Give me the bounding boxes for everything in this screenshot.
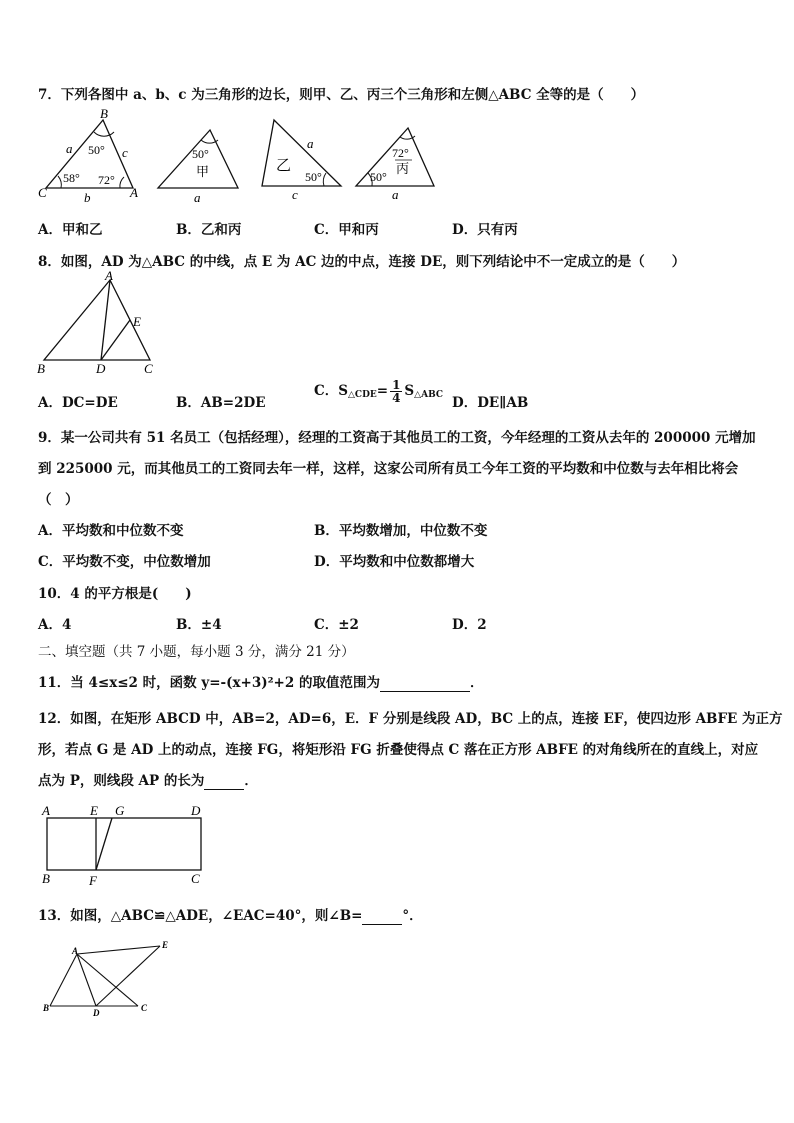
- q8-option-c-s: S: [404, 383, 415, 399]
- section-heading: 二、填空题（共 7 小题，每小题 3 分，满分 21 分）: [38, 644, 355, 660]
- q9-option-c[interactable]: C．平均数不变，中位数增加: [38, 554, 211, 570]
- q13-label-d: D: [93, 1008, 100, 1018]
- q13: [38, 904, 423, 925]
- q7-option-a[interactable]: A．甲和乙: [38, 222, 103, 238]
- abc-angle-b: 50°: [88, 143, 105, 157]
- q9-option-d[interactable]: D．平均数和中位数都增大: [314, 554, 475, 570]
- q10-option-c[interactable]: C．±2: [314, 617, 359, 633]
- q8-option-c-sub1: △CDE: [348, 390, 377, 400]
- q10-option-d[interactable]: D．2: [452, 617, 487, 633]
- q10-text: 10．4 的平方根是( ): [38, 586, 192, 602]
- abc-angle-c: 58°: [63, 171, 80, 185]
- jia-name: 甲: [196, 164, 210, 179]
- q7-option-d[interactable]: D．只有丙: [452, 222, 518, 238]
- q12-label-c: C: [191, 871, 200, 886]
- q9-option-a[interactable]: A．平均数和中位数不变: [38, 523, 184, 539]
- yi-name: 乙: [276, 158, 292, 174]
- q8-option-a[interactable]: A．DC=DE: [38, 395, 118, 411]
- q9-option-b[interactable]: B．平均数增加，中位数不变: [314, 523, 488, 539]
- q11: [38, 671, 483, 692]
- abc-side-c: c: [122, 145, 128, 160]
- abc-angle-b-arc: [94, 132, 114, 136]
- q9-line2: 到 225000 元，而其他员工的工资同去年一样，这样，这家公司所有员工今年工资的平均数和中位数与去年相比将会: [38, 461, 739, 477]
- q12-label-e: E: [90, 803, 98, 818]
- q12-rectangle: [47, 818, 201, 870]
- q8-option-b[interactable]: B．AB=2DE: [176, 395, 266, 411]
- q13-segment-ae: [77, 946, 160, 954]
- abc-label-a: A: [130, 185, 138, 200]
- abc-side-b: b: [84, 190, 91, 205]
- q12-line3: 点为 P，则线段 AP 的长为: [38, 773, 205, 789]
- q12-line1: 12．如图，在矩形 ABCD 中，AB=2，AD=6，E．F 分别是线段 AD，BC 上的点，连接 EF，使四边形 ABFE 为正方: [38, 711, 783, 727]
- abc-angle-a: 72°: [98, 173, 115, 187]
- q8-option-c-fraction: [390, 379, 402, 404]
- abc-label-c: C: [38, 185, 47, 200]
- jia-angle: 50°: [192, 147, 209, 161]
- q11-answer-blank[interactable]: [380, 675, 470, 692]
- q8-label-b: B: [37, 361, 45, 376]
- q13-text: 13．如图，△ABC≌△ADE，∠EAC=40°，则∠B=: [38, 908, 363, 924]
- q13-label-b: B: [43, 1003, 50, 1013]
- yi-angle: 50°: [305, 170, 322, 184]
- bing-side: a: [392, 187, 399, 202]
- q11-end: ．: [469, 675, 484, 691]
- q8-option-c-sub2: △ABC: [414, 390, 444, 400]
- q8-label-d: D: [96, 361, 106, 376]
- fraction-denominator: 4: [392, 391, 401, 405]
- q8-label-e: E: [133, 314, 141, 329]
- jia-side: a: [194, 190, 201, 205]
- q12-label-f: F: [89, 873, 97, 888]
- q10-option-a[interactable]: A．4: [38, 617, 72, 633]
- q8-text: 8．如图，AD 为△ABC 的中线，点 E 为 AC 边的中点，连接 DE，则下列结论中不一定成立的是（ ）: [38, 254, 686, 270]
- q7-text: 7．下列各图中 a、b、c 为三角形的边长，则甲、乙、丙三个三角形和左侧△ABC 全等的是（ ）: [38, 87, 645, 103]
- q7-figure: [30, 106, 450, 206]
- q8-option-c-eq: =: [376, 383, 389, 399]
- bing-angle72: 72°: [392, 146, 409, 160]
- q10-option-b[interactable]: B．±4: [176, 617, 222, 633]
- q8-label-c: C: [144, 361, 153, 376]
- q12-label-a: A: [42, 803, 50, 818]
- q8-figure: [32, 270, 162, 378]
- q13-end: °．: [402, 908, 423, 924]
- q8-label-a: A: [105, 270, 113, 283]
- q13-figure: [38, 936, 178, 1020]
- q12-answer-blank[interactable]: [204, 773, 244, 790]
- q12-label-g: G: [115, 803, 125, 818]
- q8-median-ad: [101, 280, 110, 360]
- abc-label-b: B: [100, 106, 108, 121]
- q8-option-d[interactable]: D．DE∥AB: [452, 395, 529, 411]
- q13-segment-ab: [50, 954, 77, 1006]
- q11-text: 11．当 4≤x≤2 时，函数 y=-(x+3)²+2 的取值范围为: [38, 675, 380, 691]
- bing-angle50: 50°: [370, 170, 387, 184]
- yi-triangle: [262, 120, 341, 186]
- q13-answer-blank[interactable]: [362, 908, 402, 925]
- q12-label-b: B: [42, 871, 50, 886]
- q13-label-c: C: [141, 1003, 148, 1013]
- q8-option-c[interactable]: [314, 379, 443, 404]
- yi-side-a: a: [307, 136, 314, 151]
- q7-option-c[interactable]: C．甲和丙: [314, 222, 379, 238]
- q13-label-a: A: [72, 946, 79, 956]
- q7-option-b[interactable]: B．乙和丙: [176, 222, 242, 238]
- q12-segment-fg: [96, 818, 112, 870]
- yi-angle-arc: [323, 173, 326, 186]
- abc-side-a: a: [66, 141, 73, 156]
- q8-option-c-prefix: C．S: [314, 383, 348, 399]
- abc-angle-a-arc: [120, 177, 124, 188]
- bing-name: 丙: [396, 161, 410, 176]
- q9-line3: （ ）: [38, 492, 79, 508]
- q12-line3-wrap: [38, 769, 258, 790]
- yi-side-c: c: [292, 187, 298, 202]
- q13-label-e: E: [162, 940, 169, 950]
- q12-end: ．: [244, 773, 258, 789]
- fraction-numerator: 1: [392, 378, 401, 392]
- q12-label-d: D: [191, 803, 201, 818]
- q12-line2: 形，若点 G 是 AD 上的动点，连接 FG，将矩形沿 FG 折叠使得点 C 落在正方形 ABFE 的对角线所在的直线上，对应: [38, 742, 759, 758]
- abc-angle-c-arc: [58, 176, 61, 188]
- q9-line1: 9．某一公司共有 51 名员工（包括经理），经理的工资高于其他员工的工资，今年经理的工资从去年的 200000 元增加: [38, 430, 756, 446]
- q12-figure: [38, 802, 212, 888]
